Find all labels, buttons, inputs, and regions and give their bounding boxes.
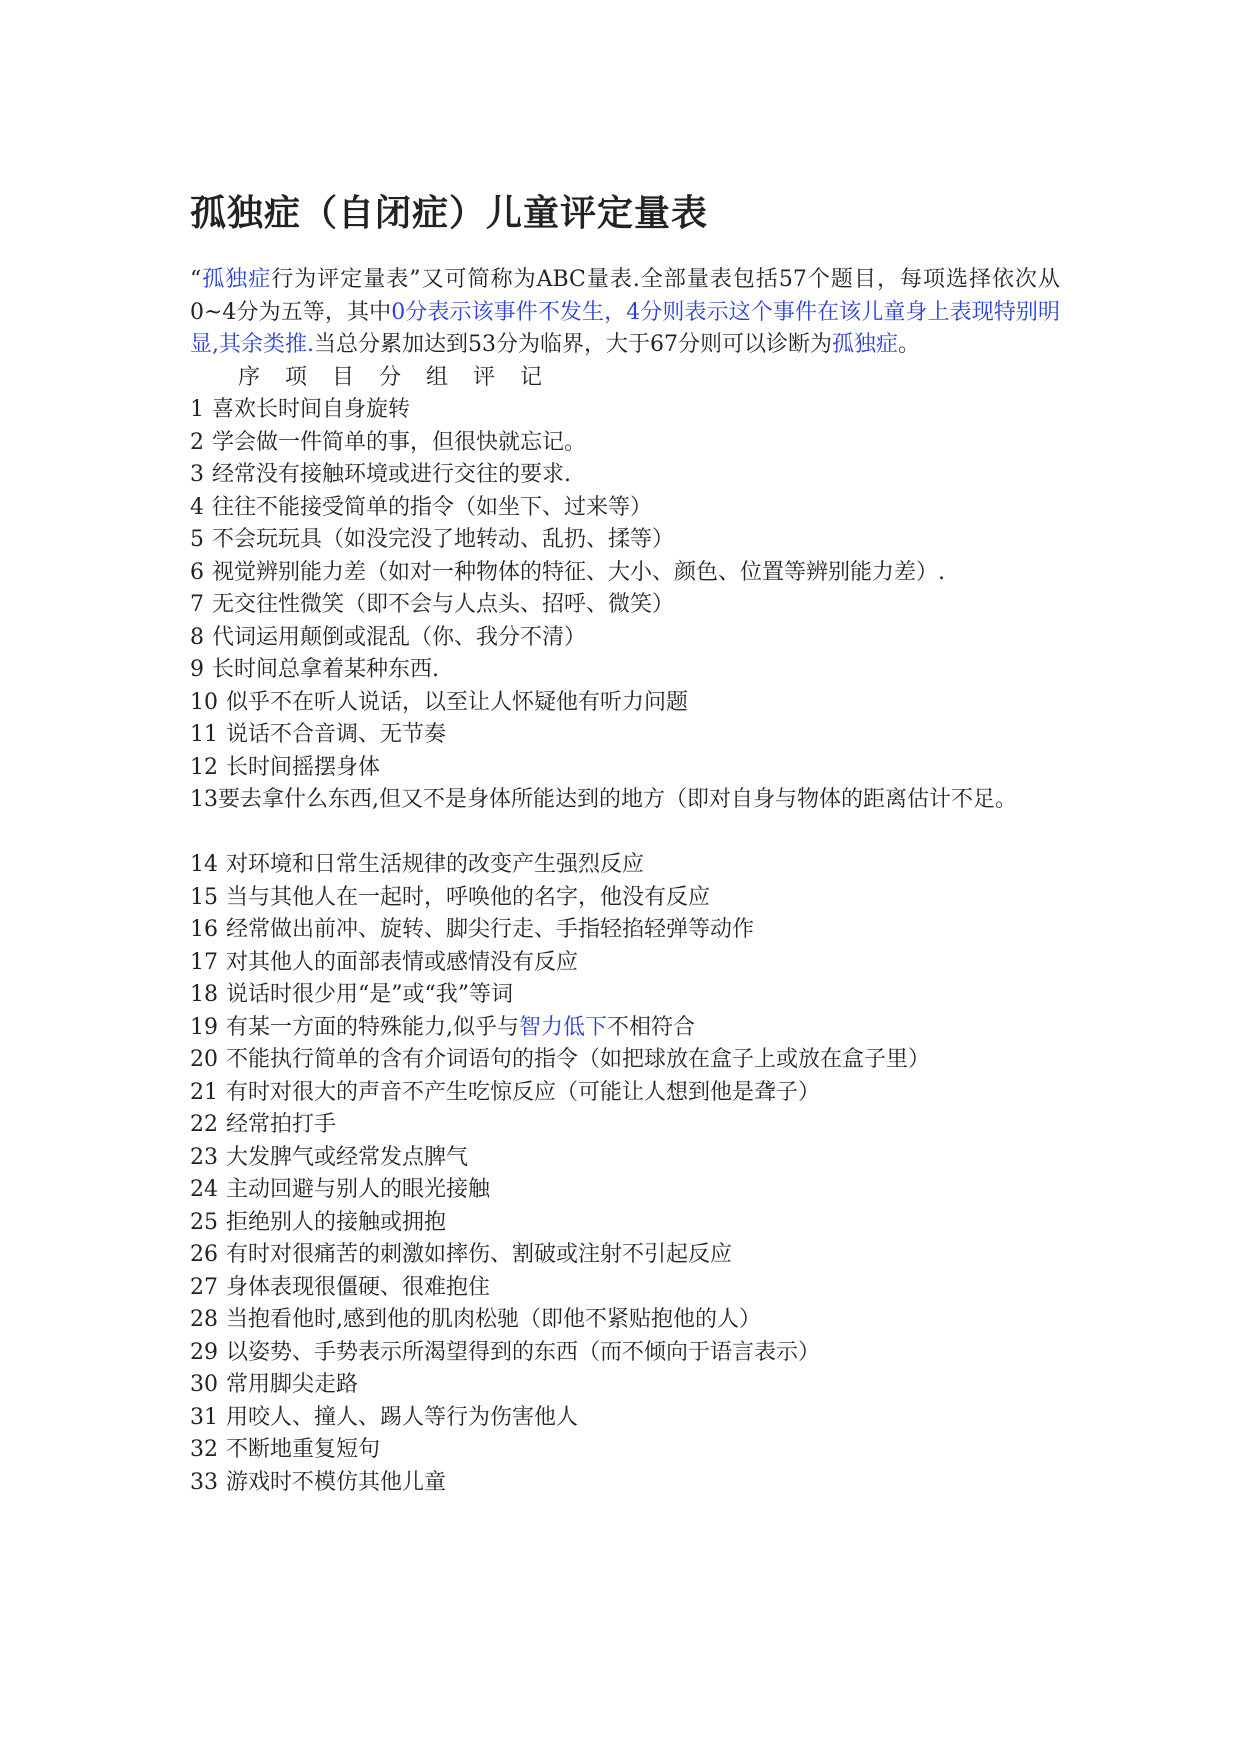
list-item — [190, 1077, 1060, 1110]
item-number: 31 — [190, 1404, 218, 1430]
item-number: 28 — [190, 1307, 218, 1332]
list-item — [190, 394, 1060, 427]
link-intellectual-disability[interactable]: 智力低下 — [519, 1014, 608, 1040]
list-item — [190, 1337, 1060, 1370]
item-number: 13 — [190, 787, 218, 812]
item-text: 长时间摇摆身体 — [226, 754, 381, 780]
list-item — [190, 1467, 1060, 1500]
item-number: 24 — [190, 1177, 218, 1202]
item-text-a: 有某一方面的特殊能力,似乎与 — [226, 1014, 519, 1040]
item-text: 大发脾气或经常发点脾气 — [226, 1144, 469, 1170]
item-number: 23 — [190, 1144, 218, 1170]
list-item — [190, 427, 1060, 460]
list-item — [190, 1434, 1060, 1467]
item-text: 身体表现很僵硬、很难抱住 — [226, 1274, 491, 1300]
item-text: 说话不合音调、无节奏 — [226, 722, 447, 747]
item-text: 对环境和日常生活规律的改变产生强烈反应 — [226, 852, 645, 877]
item-text: 经常做出前冲、旋转、脚尖行走、手指轻掐轻弹等动作 — [226, 917, 755, 942]
item-number: 1 — [190, 397, 204, 422]
item-number: 8 — [190, 624, 204, 650]
item-number: 14 — [190, 852, 218, 877]
list-item — [190, 524, 1060, 557]
list-item — [190, 492, 1060, 525]
item-text: 经常拍打手 — [226, 1112, 337, 1137]
item-number: 17 — [190, 949, 218, 975]
table-header-line: 序 项 目 分 组 评 记 — [238, 364, 548, 390]
item-text: 有时对很痛苦的刺激如摔伤、割破或注射不引起反应 — [226, 1242, 733, 1267]
document-title: 孤独症（自闭症）儿童评定量表 — [190, 193, 709, 234]
list-item-19 — [190, 1012, 1060, 1045]
item-text: 代词运用颠倒或混乱（你、我分不清） — [212, 624, 587, 650]
intro-quote: “ — [190, 267, 202, 292]
list-item — [190, 1272, 1060, 1305]
item-number: 30 — [190, 1372, 218, 1397]
item-number: 15 — [190, 884, 218, 910]
list-item — [190, 1304, 1060, 1337]
item-text: 对其他人的面部表情或感情没有反应 — [226, 949, 579, 975]
item-number: 12 — [190, 754, 218, 780]
item-number: 33 — [190, 1469, 218, 1495]
link-score-description[interactable]: 0分表示该事件不发生，4分则表示这个事件在该儿童身上表现特别明显,其余类推. — [190, 299, 1060, 357]
list-item — [190, 947, 1060, 980]
item-number: 26 — [190, 1242, 218, 1267]
item-text: 视觉辨别能力差（如对一种物体的特征、大小、颜色、位置等辨别能力差）. — [212, 559, 945, 585]
item-number: 25 — [190, 1209, 218, 1235]
item-text: 游戏时不模仿其他儿童 — [226, 1469, 447, 1495]
list-item — [190, 1142, 1060, 1175]
item-text: 无交往性微笑（即不会与人点头、招呼、微笑） — [212, 592, 675, 617]
item-text: 以姿势、手势表示所渴望得到的东西（而不倾向于语言表示） — [226, 1339, 821, 1365]
list-item — [190, 979, 1060, 1012]
intro-text-a: 行为评定量表”又可简称为ABC量表.全部量表包括57个题目，每项选择依次从0~4分为五等，其中 — [190, 267, 1060, 325]
item-text: 拒绝别人的接触或拥抱 — [226, 1209, 447, 1235]
item-text: 要去拿什么东西,但又不是身体所能达到的地方（即对自身与物体的距离估计不足。 — [218, 787, 1017, 812]
item-list-part3 — [190, 1044, 1060, 1499]
item-number: 20 — [190, 1047, 218, 1072]
list-item — [190, 882, 1060, 915]
item-text: 学会做一件简单的事，但很快就忘记。 — [212, 429, 587, 455]
item-number: 19 — [190, 1014, 218, 1040]
list-item — [190, 752, 1060, 785]
list-item — [190, 914, 1060, 947]
item-text: 用咬人、撞人、踢人等行为伤害他人 — [226, 1404, 579, 1430]
list-item — [190, 654, 1060, 687]
item-number: 6 — [190, 559, 204, 585]
list-item — [190, 1207, 1060, 1240]
item-number: 4 — [190, 494, 204, 520]
list-item — [190, 1044, 1060, 1077]
list-item — [190, 1239, 1060, 1272]
item-text: 当抱看他时,感到他的肌肉松驰（即他不紧贴抱他的人） — [226, 1307, 761, 1332]
item-number: 16 — [190, 917, 218, 942]
list-item — [190, 849, 1060, 882]
item-text: 不断地重复短句 — [226, 1437, 381, 1462]
item-text: 说话时很少用“是”或“我”等词 — [226, 982, 513, 1007]
item-text: 经常没有接触环境或进行交往的要求. — [212, 462, 571, 487]
item-text: 当与其他人在一起时，呼唤他的名字，他没有反应 — [226, 884, 711, 910]
list-item — [190, 557, 1060, 590]
intro-text-b: 当总分累加达到53分为临界，大于67分则可以诊断为 — [314, 332, 832, 357]
list-item — [190, 1174, 1060, 1207]
item-number: 27 — [190, 1274, 218, 1300]
intro-paragraph — [190, 264, 1060, 362]
item-number: 9 — [190, 657, 204, 682]
item-text: 喜欢长时间自身旋转 — [212, 397, 411, 422]
item-number: 11 — [190, 722, 218, 747]
item-number: 3 — [190, 462, 204, 487]
item-text: 不会玩玩具（如没完没了地转动、乱扔、揉等） — [212, 527, 675, 552]
list-item — [190, 1369, 1060, 1402]
item-number: 5 — [190, 527, 204, 552]
item-number: 21 — [190, 1079, 218, 1105]
item-text: 常用脚尖走路 — [226, 1372, 359, 1397]
list-item — [190, 459, 1060, 492]
item-text: 长时间总拿着某种东西. — [212, 657, 439, 682]
item-list-part1 — [190, 394, 1060, 784]
link-autism-1[interactable]: 孤独症 — [201, 267, 272, 292]
link-autism-2[interactable]: 孤独症 — [832, 332, 899, 357]
item-list-part2 — [190, 849, 1060, 1012]
document-page — [190, 190, 1060, 1499]
list-item — [190, 719, 1060, 752]
item-number: 18 — [190, 982, 218, 1007]
list-item — [190, 687, 1060, 720]
item-number: 22 — [190, 1112, 218, 1137]
item-number: 10 — [190, 689, 218, 715]
item-text: 似乎不在听人说话，以至让人怀疑他有听力问题 — [226, 689, 689, 715]
item-number: 29 — [190, 1339, 218, 1365]
item-text: 有时对很大的声音不产生吃惊反应（可能让人想到他是聋子） — [226, 1079, 821, 1105]
list-item — [190, 1109, 1060, 1142]
item-text-b: 不相符合 — [607, 1014, 696, 1040]
item-text: 往往不能接受简单的指令（如坐下、过来等） — [212, 494, 653, 520]
list-item — [190, 622, 1060, 655]
blank-line — [190, 817, 1060, 850]
item-number: 2 — [190, 429, 204, 455]
item-text: 主动回避与别人的眼光接触 — [226, 1177, 491, 1202]
item-number: 32 — [190, 1437, 218, 1462]
item-number: 7 — [190, 592, 204, 617]
list-item-13 — [190, 784, 1060, 817]
list-item — [190, 1402, 1060, 1435]
item-text: 不能执行简单的含有介词语句的指令（如把球放在盒子上或放在盒子里） — [226, 1047, 931, 1072]
intro-end: 。 — [898, 332, 921, 357]
list-item — [190, 589, 1060, 622]
